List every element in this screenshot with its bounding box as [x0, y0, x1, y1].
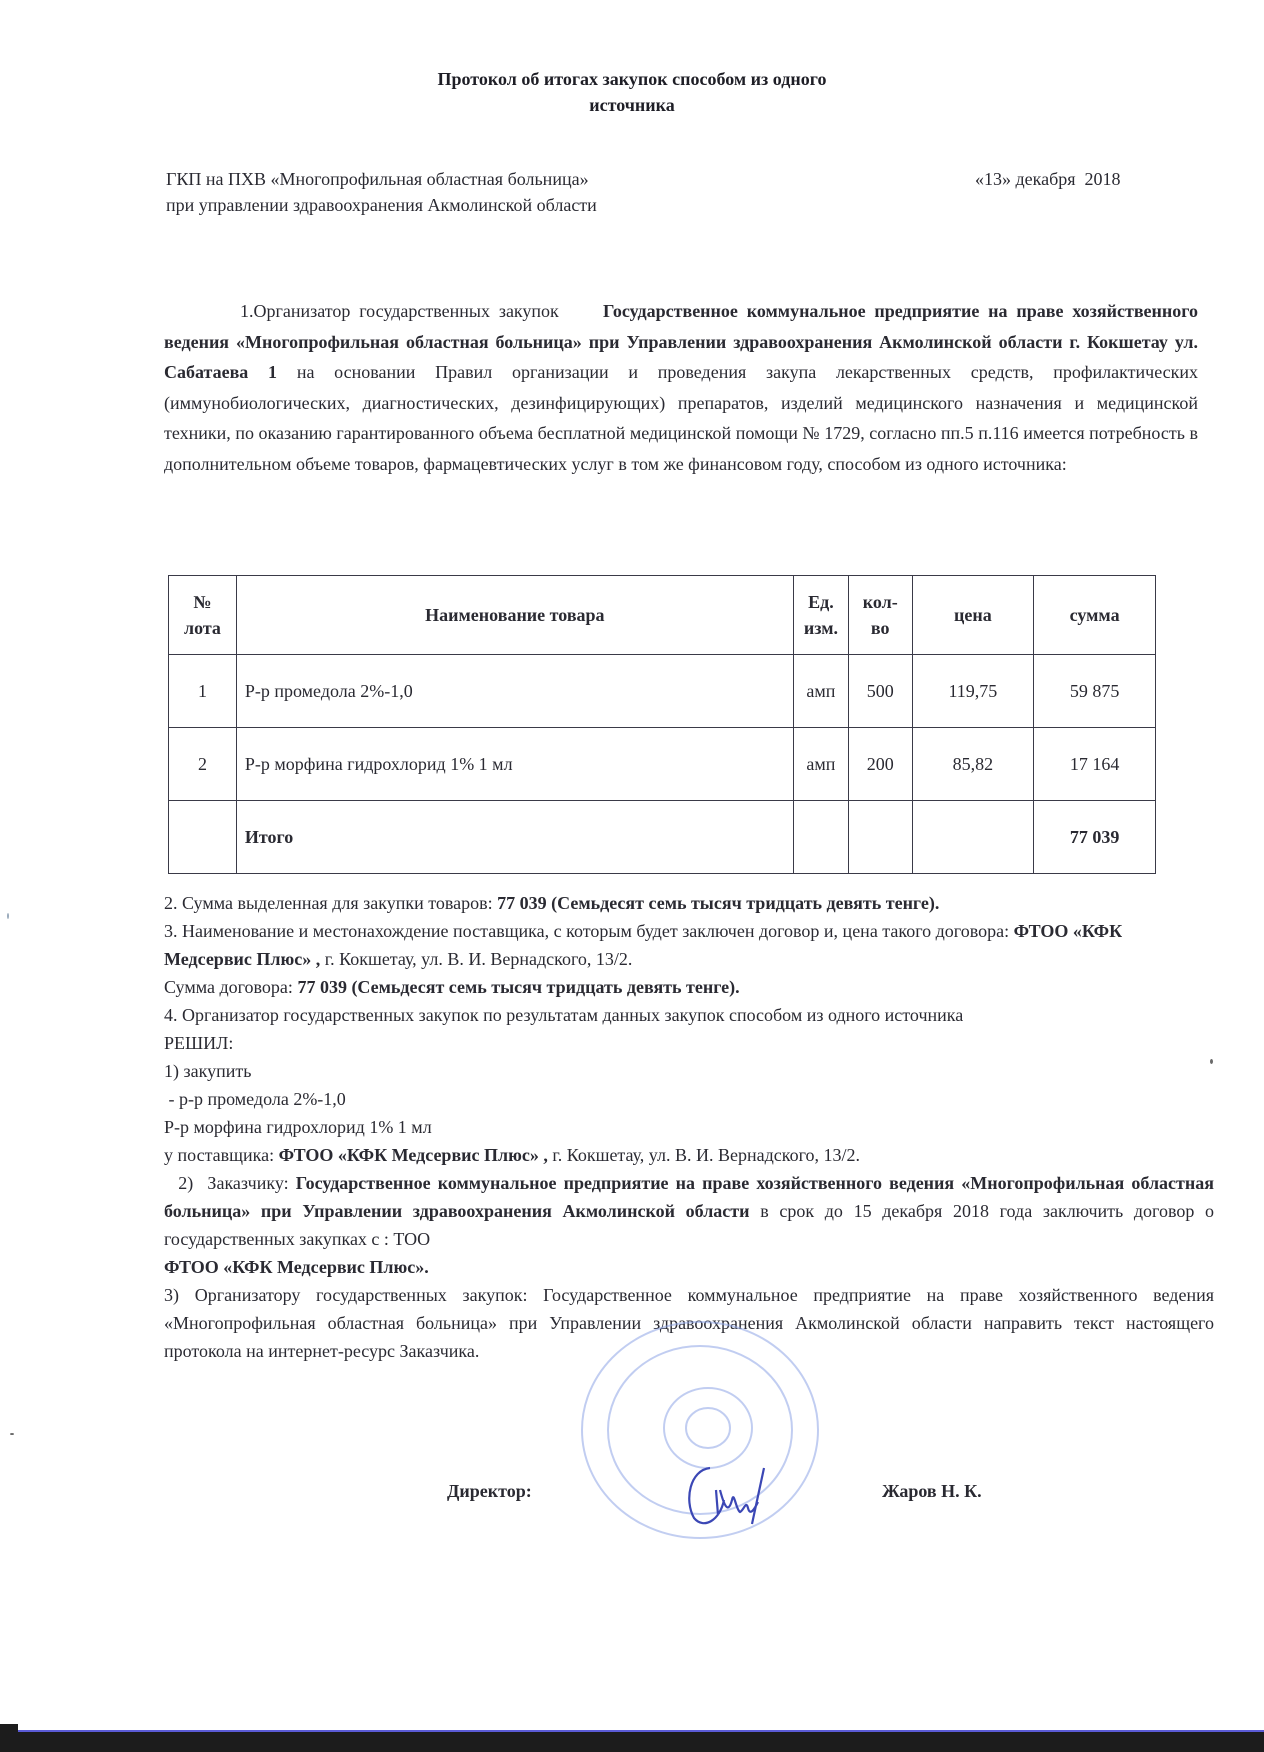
col-header-price: цена: [912, 576, 1034, 655]
cell-empty: [848, 801, 912, 874]
allocated-amount: 77 039 (Семьдесят семь тысяч тридцать девять тенге).: [497, 893, 940, 913]
section-2: [164, 889, 1214, 917]
cell-lot-no: 1: [169, 655, 237, 728]
cell-empty: [793, 801, 848, 874]
stamp-emblem: [664, 1388, 752, 1468]
table-total-row: [169, 801, 1156, 874]
document-title: [0, 66, 1264, 118]
item-1-supplier-address: г. Кокшетау, ул. В. И. Вернадского, 13/2.: [552, 1145, 861, 1165]
scan-speck: [10, 1433, 14, 1435]
scan-edge: [0, 1724, 18, 1752]
scan-speck: [1210, 1059, 1213, 1064]
item-2-supplier-name: ФТОО «КФК Медсервис Плюс».: [164, 1257, 429, 1277]
table-header-row: [169, 576, 1156, 655]
section-3-lead: 3. Наименование и местонахождение поставщика, с которым будет заключен договор и, цена такого договора:: [164, 921, 1010, 941]
item-2-body: в срок до 15 декабря 2018 года заключить договор о государственных закупках с : ТОО: [164, 1201, 1214, 1249]
cell-qty: 500: [848, 655, 912, 728]
col-header-lot-no: № лота: [169, 576, 237, 655]
cell-price: 85,82: [912, 728, 1034, 801]
org-line-2: при управлении здравоохранения Акмолинской области: [166, 195, 597, 215]
section-1-lead: 1.Организатор государственных закупок: [240, 301, 559, 321]
stamp-emblem-core: [686, 1408, 730, 1448]
signatory-title: Директор:: [447, 1481, 532, 1501]
cell-price: 119,75: [912, 655, 1034, 728]
title-line-1: Протокол об итогах закупок способом из одного: [437, 69, 827, 89]
total-label: Итого: [236, 801, 793, 874]
contract-amount-number: 77 039: [297, 977, 347, 997]
col-header-qty: кол-во: [848, 576, 912, 655]
supplier-address: г. Кокшетау, ул. В. И. Вернадского, 13/2.: [324, 949, 633, 969]
scan-speck: [7, 913, 9, 919]
section-1-body: на основании Правил организации и проведения закупа лекарственных средств, профилактических (иммунобиологических, диагностических, дезинфицирующих) препаратов, изделий медицинского назначения и медицинской техники, по оказанию гарантированного объема бесплатной медицинской помощи № 1729, согласно пп.5 п.116 имеется потребность в дополнительном объеме товаров, фармацевтических услуг в том же финансовом году, способом из одного источника:: [164, 362, 1198, 474]
item-2-lead: 2) Заказчику:: [164, 1173, 289, 1193]
lots-table: [168, 575, 1156, 874]
cell-name: Р-р морфина гидрохлорид 1% 1 мл: [236, 728, 793, 801]
title-line-2: источника: [589, 95, 675, 115]
contract-sum: [164, 973, 1214, 1001]
item-1-supplier: [164, 1141, 1214, 1169]
cell-empty: [912, 801, 1034, 874]
item-2-supplier: [164, 1253, 1214, 1281]
decision-body: [164, 889, 1214, 1365]
cell-name: Р-р промедола 2%-1,0: [236, 655, 793, 728]
signature-stroke: [689, 1468, 764, 1524]
scan-edge-line: [18, 1730, 1264, 1732]
item-1-lead: 1) закупить: [164, 1061, 252, 1081]
cell-lot-no: 2: [169, 728, 237, 801]
table-row: [169, 728, 1156, 801]
contract-amount-words: (Семьдесят семь тысяч тридцать девять тенге).: [351, 977, 740, 997]
section-2-lead: 2. Сумма выделенная для закупки товаров:: [164, 893, 493, 913]
cell-unit: амп: [793, 655, 848, 728]
cell-sum: 17 164: [1034, 728, 1156, 801]
item-2: [164, 1169, 1214, 1253]
document-date: «13» декабря 2018: [975, 169, 1121, 189]
total-sum: 77 039: [1034, 801, 1156, 874]
item-1-supplier-name: ФТОО «КФК Медсервис Плюс» ,: [278, 1145, 548, 1165]
item-2-org: Государственное коммунальное предприятие на праве хозяйственного ведения «Многопрофильная областная больница» при Управлении здравоохранения Акмолинской области: [164, 1173, 1214, 1221]
director-signature: [680, 1460, 800, 1530]
cell-empty: [169, 801, 237, 874]
col-header-sum: сумма: [1034, 576, 1156, 655]
contract-sum-lead: Сумма договора:: [164, 977, 293, 997]
organization-header: [166, 166, 597, 218]
organizer-name: Государственное коммунальное предприятие на праве хозяйственного ведения «Многопрофильная областная больница» при Управлении здравоохранения Акмолинской области г. Кокшетау ул. Сабатаева 1: [164, 301, 1199, 382]
scan-edge: [18, 1731, 1264, 1752]
item-1-good: - р-р промедола 2%-1,0: [164, 1089, 346, 1109]
signatory-name: Жаров Н. К.: [882, 1481, 982, 1501]
item-1-good: Р-р морфина гидрохлорид 1% 1 мл: [164, 1117, 432, 1137]
item-1-supplier-lead: у поставщика:: [164, 1145, 275, 1165]
org-line-1: ГКП на ПХВ «Многопрофильная областная больница»: [166, 169, 589, 189]
table-row: [169, 655, 1156, 728]
cell-unit: амп: [793, 728, 848, 801]
section-4-lead: 4. Организатор государственных закупок по результатам данных закупок способом из одного источника: [164, 1005, 964, 1025]
item-3: 3) Организатору государственных закупок: Государственное коммунальное предприятие на праве хозяйственного ведения «Многопрофильная областная больница» при Управлении здравоохранения Акмолинской области направить текст настоящего протокола на интернет-ресурс Заказчика.: [164, 1285, 1214, 1361]
col-header-unit: Ед. изм.: [793, 576, 848, 655]
cell-sum: 59 875: [1034, 655, 1156, 728]
col-header-name: Наименование товара: [236, 576, 793, 655]
decided-label: РЕШИЛ:: [164, 1033, 234, 1053]
cell-qty: 200: [848, 728, 912, 801]
section-1-paragraph: [164, 296, 1198, 479]
supplier-name: ФТОО «КФК Медсервис Плюс» ,: [164, 921, 1123, 969]
section-3: [164, 917, 1214, 973]
